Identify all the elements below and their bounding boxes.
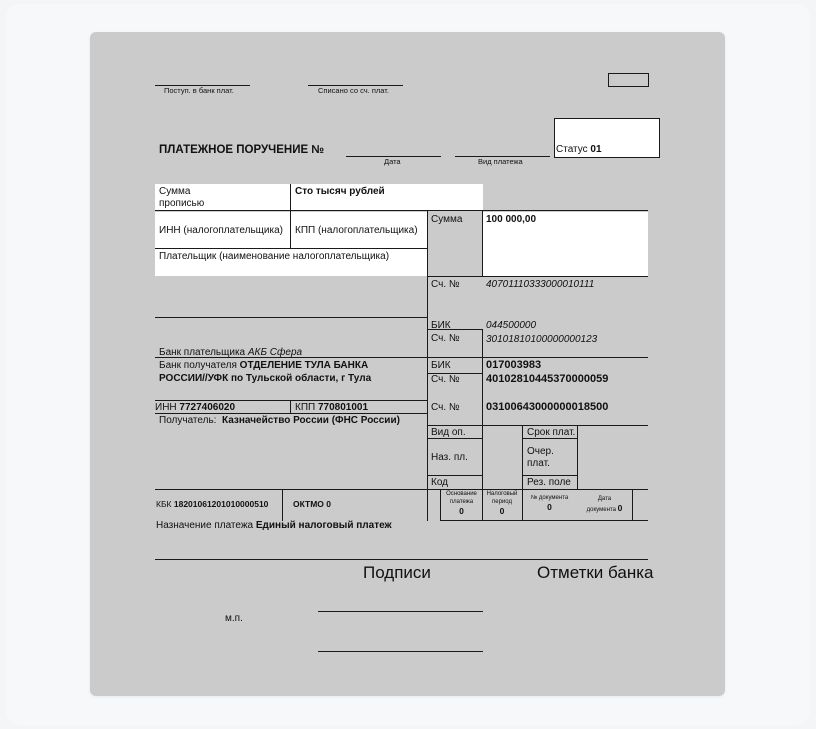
status-value: 01 (590, 144, 602, 155)
purpose-value: Единый налоговый платеж (255, 520, 392, 531)
payee-label: Получатель: (159, 415, 217, 426)
payer-account-label: Сч. № (431, 279, 460, 290)
ocher-label-line1: Очер. (527, 446, 554, 457)
signature-line-1 (318, 611, 483, 612)
purpose-label: Назначение платежа (156, 520, 254, 531)
payer-box (155, 212, 427, 276)
period-label-line2: период (492, 499, 512, 505)
date-label: Дата (384, 157, 401, 166)
amount-words-label-line1: Сумма (159, 186, 191, 197)
signature-line-2 (318, 651, 483, 652)
payer-bank-bik-label: БИК (431, 320, 451, 331)
kbk-label: КБК (156, 499, 172, 509)
form-code-box (608, 73, 649, 87)
payee-inn-field (155, 402, 235, 414)
doc-date-label-line1: Дата (597, 496, 612, 502)
payer-bank-bik-value: 044500000 (486, 320, 537, 331)
payee-kpp-label: КПП (295, 402, 316, 413)
kbk-value: 18201061201010000510 (173, 499, 269, 509)
rez-label: Рез. поле (527, 477, 571, 488)
doc-no-label: № документа (530, 495, 569, 501)
doc-date-cell (577, 495, 632, 515)
amount-words-value: Сто тысяч рублей (295, 186, 385, 197)
basis-value: 0 (459, 506, 464, 516)
payee-bank-name-line2: РОССИИ//УФК по Тульской области, г Тула (159, 373, 372, 384)
payer-bank-label: Банк плательщика (159, 347, 246, 358)
status-label: Статус (556, 144, 588, 155)
payee-name: Казначейство России (ФНС России) (222, 415, 400, 426)
payer-bank-account-label: Сч. № (431, 333, 460, 344)
basis-label-line2: платежа (449, 499, 474, 505)
period-cell (482, 490, 522, 517)
payee-kpp-value: 770801001 (317, 402, 369, 413)
stamp-label: м.п. (225, 613, 243, 624)
srok-label: Срок плат. (527, 427, 576, 438)
basis-label-line1: Основание (446, 491, 477, 497)
payee-inn-value: 7727406020 (179, 402, 236, 413)
payment-order-form (90, 32, 725, 696)
period-value: 0 (499, 506, 505, 516)
doc-no-value: 0 (547, 502, 552, 512)
kbk-field (156, 500, 268, 510)
oktmo-value: 0 (326, 499, 332, 509)
payer-bank-name: АКБ Сфера (247, 347, 303, 358)
payer-kpp-label: КПП (налогоплательщика) (295, 225, 418, 236)
naz-pl-label: Наз. пл. (431, 452, 468, 463)
payee-bank-account-label: Сч. № (431, 374, 460, 385)
oktmo-field (293, 500, 331, 510)
basis-cell (440, 490, 483, 517)
amount-label: Сумма (431, 214, 463, 225)
bank-marks-label: Отметки банка (537, 563, 654, 582)
payee-bank-name-line1: ОТДЕЛЕНИЕ ТУЛА БАНКА (239, 360, 369, 371)
period-label-line1: Налоговый (486, 491, 518, 497)
vid-op-label: Вид оп. (431, 427, 466, 438)
signatures-label: Подписи (363, 563, 431, 582)
payee-bank-field (159, 360, 368, 372)
payer-bank-account-value: 30101810100000000123 (486, 334, 598, 345)
payee-bank-account-value: 40102810445370000059 (486, 373, 609, 385)
payee-bank-bik-label: БИК (431, 360, 451, 371)
payee-field (159, 415, 400, 427)
payee-bank-label: Банк получателя (159, 360, 237, 371)
doc-no-cell (522, 494, 577, 513)
ocher-label-line2: плат. (527, 458, 550, 469)
debited-label: Списано со сч. плат. (318, 86, 389, 95)
payee-kpp-field (295, 402, 368, 414)
payer-name-label: Плательщик (наименование налогоплательщика) (159, 251, 390, 262)
payee-account-label: Сч. № (431, 402, 460, 413)
doc-date-value: 0 (617, 503, 623, 513)
payer-inn-label: ИНН (налогоплательщика) (159, 225, 283, 236)
page-title: ПЛАТЕЖНОЕ ПОРУЧЕНИЕ № (159, 144, 325, 156)
payment-type-label: Вид платежа (478, 157, 523, 166)
payee-inn-label: ИНН (155, 402, 177, 413)
kod-label: Код (431, 477, 449, 488)
purpose-field (156, 520, 392, 532)
payee-bank-bik-value: 017003983 (486, 359, 542, 371)
amount-value: 100 000,00 (486, 214, 537, 225)
payee-account-value: 03100643000000018500 (486, 401, 609, 413)
oktmo-label: ОКТМО (293, 499, 324, 509)
doc-date-label-line2: документа (586, 507, 616, 513)
payer-account-value: 40701110333000010111 (486, 279, 595, 290)
received-label: Поступ. в банк плат. (164, 86, 234, 95)
status-field (556, 144, 602, 156)
payer-bank-field (159, 347, 302, 359)
amount-words-label-line2: прописью (159, 198, 205, 209)
